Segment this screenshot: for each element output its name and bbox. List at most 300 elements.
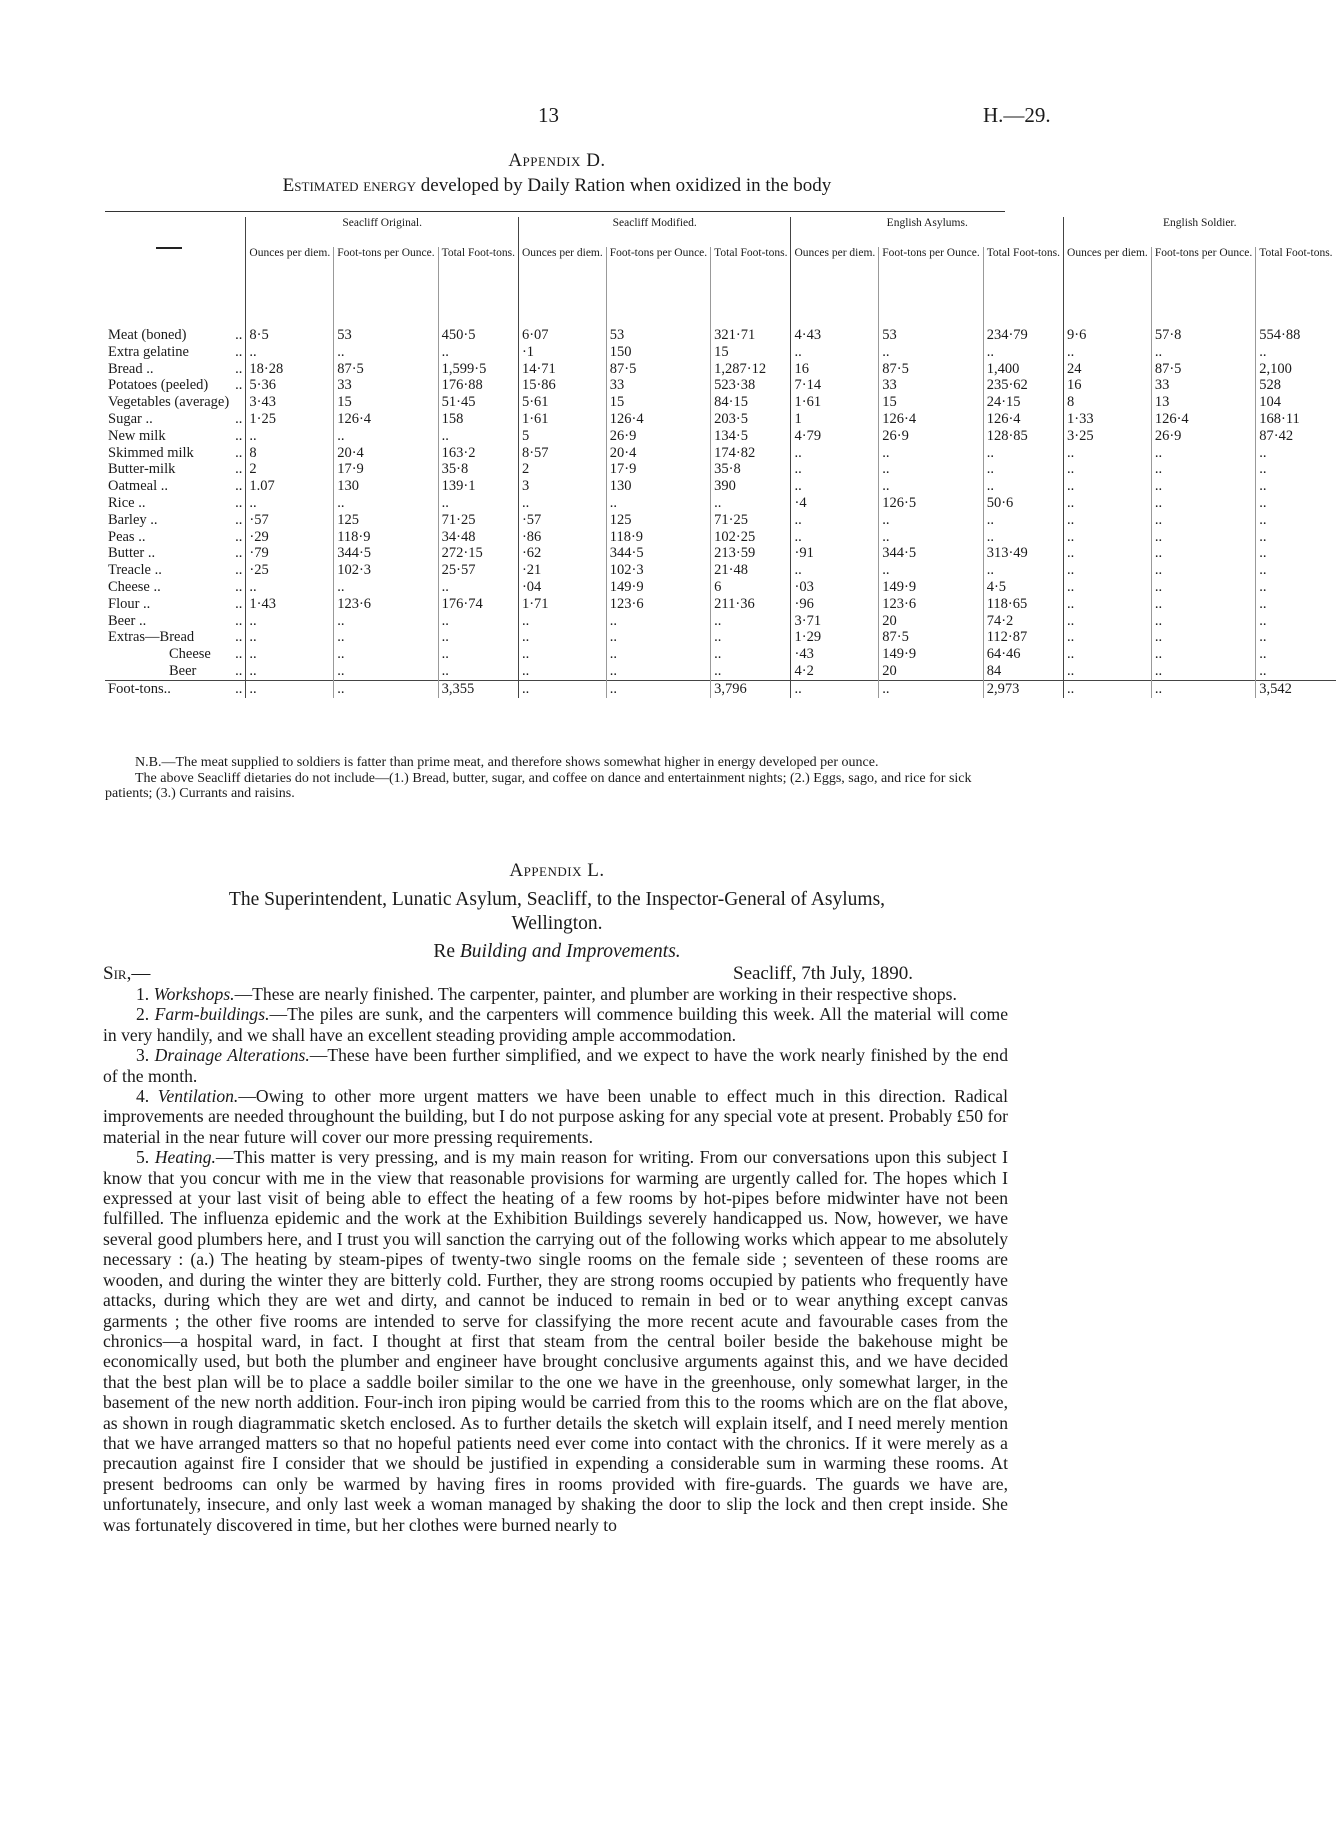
- table-cell: ..: [1256, 461, 1336, 478]
- table-cell: ..: [246, 344, 334, 361]
- table-cell: ..: [1151, 344, 1255, 361]
- table-cell: 528: [1256, 377, 1336, 394]
- table-cell: 33: [606, 377, 710, 394]
- column-subheader: Total Foot-tons.: [438, 247, 518, 305]
- paragraph-topic: Drainage Alterations.: [154, 1045, 310, 1066]
- row-label: Extra gelatine: [108, 343, 189, 360]
- table-cell: ..: [1256, 579, 1336, 596]
- row-label: Sugar ..: [108, 410, 153, 427]
- table-cell: 71·25: [438, 512, 518, 529]
- table-row: [105, 613, 1336, 630]
- table-cell: ..: [1151, 646, 1255, 663]
- appendix-d-subtitle: [0, 175, 1114, 197]
- table-cell: ·4: [791, 495, 879, 512]
- table-cell: 5·61: [518, 394, 606, 411]
- table-cell: 1·25: [246, 411, 334, 428]
- table-cell: 163·2: [438, 445, 518, 462]
- table-cell: 74·2: [983, 613, 1063, 630]
- row-label: Butter-milk: [108, 461, 176, 478]
- table-row: [105, 327, 1336, 344]
- table-cell: ·57: [518, 512, 606, 529]
- column-subheader: Foot-tons per Ounce.: [879, 247, 983, 305]
- table-cell: 33: [879, 377, 983, 394]
- table-cell: ..: [1151, 596, 1255, 613]
- row-label: Rice ..: [108, 494, 146, 511]
- letter-paragraph: [103, 1147, 1008, 1535]
- table-cell: 50·6: [983, 495, 1063, 512]
- table-cell: 1·71: [518, 596, 606, 613]
- table-cell: ..: [1064, 445, 1152, 462]
- table-cell: 102·3: [606, 562, 710, 579]
- table-cell: ..: [1256, 529, 1336, 546]
- table-cell: ..: [438, 495, 518, 512]
- table-cell: ..: [1256, 613, 1336, 630]
- table-cell: ..: [711, 663, 791, 680]
- table-cell: 87·5: [879, 361, 983, 378]
- table-cell: ..: [438, 629, 518, 646]
- table-cell: 26·9: [879, 428, 983, 445]
- table-cell: ..: [711, 613, 791, 630]
- column-subheader: Ounces per diem.: [246, 247, 334, 305]
- leader-dots: ..: [235, 427, 243, 444]
- table-cell: ..: [518, 646, 606, 663]
- table-cell: ..: [438, 613, 518, 630]
- table-cell: ..: [1151, 629, 1255, 646]
- table-cell: ..: [1151, 495, 1255, 512]
- paragraph-topic: Workshops.: [153, 984, 235, 1004]
- table-cell: ..: [334, 680, 438, 697]
- leader-dots: ..: [235, 410, 243, 427]
- table-cell: 5·36: [246, 377, 334, 394]
- table-cell: 1·61: [518, 411, 606, 428]
- table-cell: ..: [334, 344, 438, 361]
- document-reference: H.—29.: [983, 103, 1051, 127]
- table-cell: ..: [1256, 562, 1336, 579]
- table-cell: 139·1: [438, 478, 518, 495]
- table-cell: ..: [1256, 478, 1336, 495]
- table-cell: 450·5: [438, 327, 518, 344]
- table-cell: ..: [1151, 663, 1255, 680]
- paragraph-topic: Heating.: [154, 1147, 216, 1168]
- table-cell: 1.07: [246, 478, 334, 495]
- table-cell: ..: [711, 646, 791, 663]
- table-cell: 24·15: [983, 394, 1063, 411]
- table-cell: ..: [1151, 562, 1255, 579]
- table-cell: 1,287·12: [711, 361, 791, 378]
- table-row: [105, 394, 1336, 411]
- table-cell: ..: [879, 445, 983, 462]
- table-cell: 1: [791, 411, 879, 428]
- leader-dots: ..: [235, 528, 243, 545]
- paragraph-text: —Owing to other more urgent matters we have been unable to effect much in this direction. Radical improvements are needed throughount the building, but I do not purpose asking for any special vote at present. Probably £50 for material in the near future will cover our more pressing requirements.: [103, 1086, 1009, 1147]
- table-cell: 4·5: [983, 579, 1063, 596]
- table-cell: ..: [438, 663, 518, 680]
- table-cell: ..: [334, 629, 438, 646]
- table-cell: 6: [711, 579, 791, 596]
- letter-date: Seacliff, 7th July, 1890.: [733, 963, 913, 984]
- leader-dots: ..: [235, 578, 243, 595]
- column-subheader: Foot-tons per Ounce.: [606, 247, 710, 305]
- table-cell: ·96: [791, 596, 879, 613]
- table-cell: 2: [518, 461, 606, 478]
- table-cell: ..: [334, 428, 438, 445]
- table-cell: 3,542: [1256, 680, 1336, 697]
- table-cell: ..: [1151, 445, 1255, 462]
- table-cell: 344·5: [334, 545, 438, 562]
- table-cell: ..: [518, 613, 606, 630]
- table-cell: ..: [1064, 529, 1152, 546]
- table-row: [105, 646, 1336, 663]
- table-cell: 126·4: [1151, 411, 1255, 428]
- table-corner: [105, 217, 232, 247]
- table-cell: 104: [1256, 394, 1336, 411]
- row-label: Foot-tons..: [105, 680, 232, 697]
- table-cell: 102·3: [334, 562, 438, 579]
- row-label: Flour ..: [108, 595, 151, 612]
- row-label: Extras—Bread: [108, 629, 195, 646]
- table-top-rule: [105, 211, 1005, 212]
- table-cell: ..: [791, 512, 879, 529]
- row-label: Beer: [169, 662, 197, 679]
- table-cell: 2,100: [1256, 361, 1336, 378]
- column-subheader: Ounces per diem.: [1064, 247, 1152, 305]
- paragraph-topic: Farm-buildings.: [154, 1004, 270, 1025]
- table-cell: ·25: [246, 562, 334, 579]
- table-cell: 203·5: [711, 411, 791, 428]
- leader-dots: ..: [235, 478, 243, 495]
- table-cell: 126·5: [879, 495, 983, 512]
- paragraph-number: 2.: [136, 1004, 155, 1025]
- table-row: [105, 680, 1336, 697]
- row-label: Treacle ..: [108, 562, 162, 579]
- table-cell: 17·9: [334, 461, 438, 478]
- table-cell: ..: [1151, 478, 1255, 495]
- table-cell: 125: [334, 512, 438, 529]
- row-label: Bread ..: [108, 360, 154, 377]
- table-cell: ·91: [791, 545, 879, 562]
- table-row: [105, 529, 1336, 546]
- table-row: [105, 377, 1336, 394]
- table-cell: 123·6: [606, 596, 710, 613]
- table-cell: 1·33: [1064, 411, 1152, 428]
- leader-dots: ..: [235, 377, 243, 394]
- table-cell: ..: [791, 562, 879, 579]
- note-line: The above Seacliff dietaries do not include—(1.) Bread, butter, sugar, and coffee on dance and entertainment nights; (2.) Eggs, sago, and rice for sick patients; (3.) Currants and raisins.: [105, 770, 972, 801]
- table-cell: ..: [1064, 613, 1152, 630]
- table-cell: ..: [791, 445, 879, 462]
- table-cell: ..: [1064, 680, 1152, 697]
- leader-dots: ..: [232, 680, 246, 697]
- paragraph-text: —These have been further simplified, and we expect to have the work nearly finished by the end of the month.: [103, 1045, 1008, 1086]
- table-cell: 14·71: [518, 361, 606, 378]
- table-cell: 16: [1064, 377, 1152, 394]
- table-cell: ..: [246, 495, 334, 512]
- table-cell: ·79: [246, 545, 334, 562]
- table-cell: 20·4: [334, 445, 438, 462]
- table-cell: ..: [983, 529, 1063, 546]
- table-cell: 20·4: [606, 445, 710, 462]
- column-subheader: Total Foot-tons.: [1256, 247, 1336, 305]
- table-cell: 15: [606, 394, 710, 411]
- table-cell: ..: [606, 629, 710, 646]
- table-cell: 15: [879, 394, 983, 411]
- table-cell: 16: [791, 361, 879, 378]
- table-cell: ..: [791, 478, 879, 495]
- group-header: Seacliff Original.: [246, 217, 519, 247]
- table-cell: 71·25: [711, 512, 791, 529]
- table-cell: 2,973: [983, 680, 1063, 697]
- table-cell: 53: [334, 327, 438, 344]
- table-cell: ..: [246, 613, 334, 630]
- table-cell: ..: [711, 495, 791, 512]
- table-cell: 126·4: [879, 411, 983, 428]
- table-cell: 126·4: [606, 411, 710, 428]
- table-cell: 6·07: [518, 327, 606, 344]
- table-cell: ..: [438, 428, 518, 445]
- table-cell: ..: [983, 344, 1063, 361]
- table-cell: ..: [983, 512, 1063, 529]
- table-cell: ..: [1064, 478, 1152, 495]
- table-cell: 8: [246, 445, 334, 462]
- table-cell: 235·62: [983, 377, 1063, 394]
- table-cell: 126·4: [983, 411, 1063, 428]
- table-cell: 87·5: [879, 629, 983, 646]
- table-cell: 176·88: [438, 377, 518, 394]
- table-row: [105, 344, 1336, 361]
- table-cell: 4·79: [791, 428, 879, 445]
- letter-paragraph: [103, 1004, 1008, 1045]
- leader-dots: ..: [235, 612, 243, 629]
- table-cell: ·1: [518, 344, 606, 361]
- table-cell: 87·5: [1151, 361, 1255, 378]
- table-cell: ..: [246, 629, 334, 646]
- paragraph-text: —The piles are sunk, and the carpenters will commence building this week. All the material will come in very handily, and we shall have an excellent steading providing ample accommodation.: [103, 1004, 1009, 1045]
- table-cell: 390: [711, 478, 791, 495]
- column-subheader: Foot-tons per Ounce.: [1151, 247, 1255, 305]
- table-cell: ..: [879, 478, 983, 495]
- table-row: [105, 445, 1336, 462]
- table-cell: 149·9: [879, 646, 983, 663]
- table-cell: ..: [983, 461, 1063, 478]
- table-cell: 3,355: [438, 680, 518, 697]
- table-cell: 84: [983, 663, 1063, 680]
- table-cell: 344·5: [879, 545, 983, 562]
- table-cell: ..: [791, 344, 879, 361]
- table-cell: ..: [1064, 344, 1152, 361]
- table-cell: 57·8: [1151, 327, 1255, 344]
- table-row: [105, 361, 1336, 378]
- table-cell: 21·48: [711, 562, 791, 579]
- group-header: Seacliff Modified.: [518, 217, 791, 247]
- table-row: [105, 545, 1336, 562]
- table-cell: ..: [246, 680, 334, 697]
- table-cell: 87·5: [334, 361, 438, 378]
- salutation: Sir,—: [103, 963, 151, 984]
- row-label: Skimmed milk: [108, 444, 194, 461]
- table-cell: ..: [1064, 629, 1152, 646]
- table-cell: ·57: [246, 512, 334, 529]
- table-cell: ..: [791, 529, 879, 546]
- row-label: Butter ..: [108, 545, 156, 562]
- table-cell: 26·9: [606, 428, 710, 445]
- table-cell: ..: [1151, 545, 1255, 562]
- table-cell: 7·14: [791, 377, 879, 394]
- table-cell: ..: [1064, 495, 1152, 512]
- row-label: New milk: [108, 427, 166, 444]
- table-cell: 523·38: [711, 377, 791, 394]
- table-cell: ..: [518, 680, 606, 697]
- table-cell: 3·25: [1064, 428, 1152, 445]
- table-row: [105, 411, 1336, 428]
- row-label: Barley ..: [108, 511, 158, 528]
- table-cell: ..: [983, 445, 1063, 462]
- table-cell: ..: [1256, 646, 1336, 663]
- table-cell: ..: [246, 663, 334, 680]
- table-cell: ..: [246, 428, 334, 445]
- paragraph-number: 5.: [136, 1147, 155, 1168]
- table-cell: ..: [1064, 596, 1152, 613]
- column-subheader: Ounces per diem.: [791, 247, 879, 305]
- table-cell: 272·15: [438, 545, 518, 562]
- table-cell: 174·82: [711, 445, 791, 462]
- table-cell: ..: [334, 613, 438, 630]
- table-cell: 1·43: [246, 596, 334, 613]
- table-cell: ·21: [518, 562, 606, 579]
- table-cell: ..: [518, 629, 606, 646]
- row-label: Vegetables (average): [108, 394, 230, 411]
- table-cell: 8: [1064, 394, 1152, 411]
- table-cell: ..: [1064, 562, 1152, 579]
- appendix-d-subtitle-rest: developed by Daily Ration when oxidized in the body: [416, 175, 832, 196]
- table-cell: ..: [1151, 613, 1255, 630]
- table-cell: 25·57: [438, 562, 518, 579]
- table-cell: 17·9: [606, 461, 710, 478]
- table-cell: ..: [1151, 579, 1255, 596]
- table-cell: 9·6: [1064, 327, 1152, 344]
- table-cell: 321·71: [711, 327, 791, 344]
- appendix-d-title: Appendix D.: [508, 150, 606, 171]
- table-cell: ..: [606, 680, 710, 697]
- spacer-row: [105, 305, 1336, 327]
- table-cell: ..: [334, 646, 438, 663]
- table-cell: 64·46: [983, 646, 1063, 663]
- paragraph-text: —This matter is very pressing, and is my main reason for writing. From our conversations upon this subject I know that you concur with me in the view that reasonable provisions for warming are urgently called for. The hopes which I expressed at your last visit of being able to effect the heating of a few rooms by hot-pipes before midwinter have not been fulfilled. The influenza epidemic and the work at the Exhibition Buildings severely handicapped us. Now, however, we have several good plumbers here, and I trust you will sanction the carrying out of the following works which appear to me absolutely necessary : (a.) The heating by steam-pipes of twenty-two single rooms on the female side ; seventeen of these rooms are wooden, and during the winter they are bitterly cold. Further, they are strong rooms occupied by patients who frequently have attacks, during which they are wet and dirty, and cannot be induced to remain in bed or to wear anything except canvas garments ; the other five rooms are intended to serve for classifying the more recent acute and favourable cases from the chronics—a hospital ward, in fact. I thought at first that steam from the central boiler beside the bakehouse might be economically used, but both the plumber and engineer have brought conclusive arguments against this, and we have decided that the best plan will be to place a saddle boiler similar to the one we have in the greenhouse, only somewhat larger, in the basement of the new north addition. Four-inch iron piping would be carried from this to the rooms which are on the flat above, as shown in rough diagrammatic sketch enclosed. As to further details the sketch will explain itself, and I need merely mention that we have arranged matters so that no hopeful patients need ever come into contact with the chronics. If it were merely as a precaution against fire I consider that we should be justified in expending a considerable sum in warming these rooms. At present bedrooms can only be warmed by having fires in rooms provided with fire-guards. The guards we have are, unfortunately, insecure, and only last week a woman managed by shaking the door to slip the lock and then crept inside. She was fortunately discovered in time, but her clothes were burned nearly to: [103, 1147, 1009, 1535]
- table-cell: ..: [879, 512, 983, 529]
- table-cell: ..: [1151, 461, 1255, 478]
- appendix-l-title: Appendix L.: [509, 860, 605, 881]
- table-cell: 118·65: [983, 596, 1063, 613]
- table-cell: 313·49: [983, 545, 1063, 562]
- letter-subject-text: Building and Improvements.: [459, 941, 681, 962]
- table-cell: 24: [1064, 361, 1152, 378]
- table-cell: 26·9: [1151, 428, 1255, 445]
- table-cell: 8·57: [518, 445, 606, 462]
- ration-energy-table: [105, 217, 1336, 698]
- row-label: Oatmeal ..: [108, 478, 168, 495]
- leader-dots: ..: [235, 511, 243, 528]
- row-label: Beer ..: [108, 612, 147, 629]
- table-cell: 35·8: [438, 461, 518, 478]
- table-cell: ..: [334, 579, 438, 596]
- table-cell: ·29: [246, 529, 334, 546]
- table-cell: ..: [879, 680, 983, 697]
- table-cell: ..: [1256, 596, 1336, 613]
- table-cell: ..: [438, 344, 518, 361]
- leader-dots: ..: [235, 360, 243, 377]
- paragraph-text: —These are nearly finished. The carpenter, painter, and plumber are working in their respective shops.: [234, 984, 957, 1004]
- table-cell: ..: [879, 461, 983, 478]
- table-cell: ..: [606, 663, 710, 680]
- table-cell: 123·6: [879, 596, 983, 613]
- table-cell: 2: [246, 461, 334, 478]
- table-cell: ..: [438, 646, 518, 663]
- table-cell: 150: [606, 344, 710, 361]
- table-cell: 130: [606, 478, 710, 495]
- table-cell: 211·36: [711, 596, 791, 613]
- table-row: [105, 596, 1336, 613]
- table-cell: 1,400: [983, 361, 1063, 378]
- table-cell: 118·9: [606, 529, 710, 546]
- table-cell: ..: [1064, 545, 1152, 562]
- table-cell: ·43: [791, 646, 879, 663]
- dash-mark: [156, 247, 182, 249]
- table-cell: ..: [1064, 512, 1152, 529]
- page-number: 13: [538, 103, 559, 127]
- table-cell: 1·29: [791, 629, 879, 646]
- table-cell: 128·85: [983, 428, 1063, 445]
- table-row: [105, 478, 1336, 495]
- table-cell: ..: [1256, 663, 1336, 680]
- row-label: Peas ..: [108, 528, 146, 545]
- table-cell: 123·6: [334, 596, 438, 613]
- table-cell: ..: [1256, 545, 1336, 562]
- leader-dots: ..: [235, 461, 243, 478]
- table-cell: ..: [1151, 680, 1255, 697]
- table-cell: 84·15: [711, 394, 791, 411]
- table-cell: 18·28: [246, 361, 334, 378]
- table-cell: 8·5: [246, 327, 334, 344]
- table-cell: ..: [1151, 512, 1255, 529]
- leader-dots: ..: [235, 343, 243, 360]
- letter-paragraph: [103, 1045, 1008, 1086]
- table-cell: 234·79: [983, 327, 1063, 344]
- group-header: English Asylums.: [791, 217, 1064, 247]
- table-cell: ..: [711, 629, 791, 646]
- leader-dots: ..: [235, 662, 243, 679]
- paragraph-number: 3.: [136, 1045, 155, 1066]
- table-cell: ..: [606, 613, 710, 630]
- paragraph-number: 1.: [136, 984, 154, 1004]
- table-cell: ..: [334, 495, 438, 512]
- table-cell: 4·43: [791, 327, 879, 344]
- table-cell: ..: [438, 579, 518, 596]
- table-cell: 112·87: [983, 629, 1063, 646]
- table-cell: ..: [1256, 495, 1336, 512]
- table-cell: 15: [711, 344, 791, 361]
- table-cell: ..: [1256, 512, 1336, 529]
- leader-dots: ..: [235, 327, 243, 343]
- table-cell: ..: [1064, 579, 1152, 596]
- table-cell: ..: [791, 680, 879, 697]
- table-cell: 3: [518, 478, 606, 495]
- table-row: [105, 495, 1336, 512]
- table-cell: 87·42: [1256, 428, 1336, 445]
- table-cell: 213·59: [711, 545, 791, 562]
- table-cell: ..: [1064, 646, 1152, 663]
- table-row: [105, 663, 1336, 680]
- table-cell: 344·5: [606, 545, 710, 562]
- note-line: N.B.—The meat supplied to soldiers is fatter than prime meat, and therefore shows somewhat higher in energy developed per ounce.: [135, 755, 879, 770]
